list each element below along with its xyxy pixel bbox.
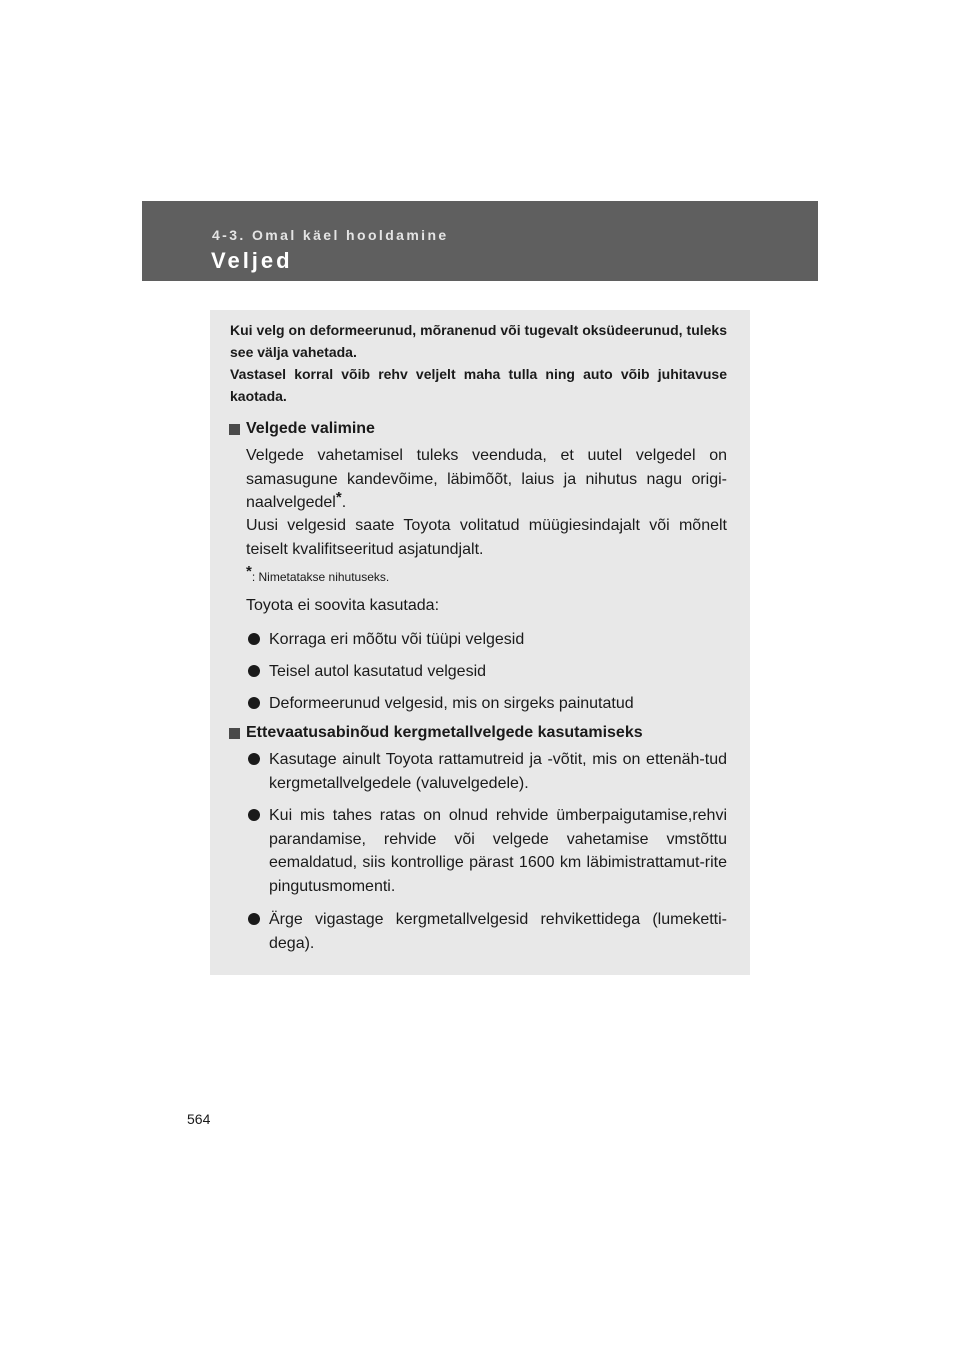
bullet-dot-icon [248, 665, 260, 677]
asterisk-mark: * [335, 489, 342, 506]
bullet-dot-icon [248, 697, 260, 709]
list-item [246, 804, 727, 898]
list-item-text: Deformeerunud velgesid, mis on sirgeks painutatud [269, 695, 634, 712]
footnote-asterisk: * [246, 563, 252, 580]
list-item [246, 628, 727, 652]
page-number: 564 [187, 1111, 211, 1127]
bullet-dot-icon [248, 633, 260, 645]
warning-text-2: Vastasel korral võib rehv veljelt maha tulla ning auto võib juhitavuse kaotada. [230, 366, 727, 404]
precautions-heading [228, 724, 643, 742]
section-header [142, 201, 818, 281]
list-item-text: Korraga eri mõõtu või tüüpi velgesid [269, 631, 525, 648]
section-label: 4-3. Omal käel hooldamine [212, 227, 449, 243]
list-item [246, 660, 727, 684]
square-bullet-icon [229, 728, 240, 739]
bullet-dot-icon [248, 913, 260, 925]
list-item [246, 908, 727, 955]
selection-heading-label: Velgede valimine [246, 420, 375, 437]
page-title: Veljed [211, 248, 293, 273]
selection-paragraph-1 [246, 444, 727, 515]
precautions-heading-label: Ettevaatusabinõud kergmetallvelgede kasutamiseks [246, 724, 643, 741]
selection-paragraph-2: Uusi velgesid saate Toyota volitatud müügiesindajalt või mõnelt teiselt kvalifitseeritud asjatundjalt. [246, 517, 727, 558]
footnote-text: : Nimetatakse nihutuseks. [251, 570, 390, 584]
warning-text-1: Kui velg on deformeerunud, mõranenud või tugevalt oksüdeerunud, tuleks see välja vahetada. [230, 322, 727, 360]
bullet-dot-icon [248, 809, 260, 821]
square-bullet-icon [229, 424, 240, 435]
list-item [246, 692, 727, 716]
caution-panel [210, 310, 750, 975]
selection-text-1: Velgede vahetamisel tuleks veenduda, et uutel velgedel on samasugune kandevõime, läbimõõt, laius ja nihutus nagu origi-naalvelgedel [246, 447, 727, 511]
list-item-text: Ärge vigastage kergmetallvelgesid rehvikettidega (lumeketti-dega). [269, 911, 727, 952]
not-recommended-intro: Toyota ei soovita kasutada: [246, 597, 440, 614]
list-item [246, 748, 727, 795]
bullet-dot-icon [248, 753, 260, 765]
selection-heading [228, 420, 375, 438]
list-item-text: Kasutage ainult Toyota rattamutreid ja -võtit, mis on ettenäh-tud kergmetallvelgedele (valuvelgedele). [269, 751, 727, 792]
footnote [246, 563, 390, 584]
list-item-text: Teisel autol kasutatud velgesid [269, 663, 487, 680]
selection-text-1-end: . [341, 494, 347, 511]
list-item-text: Kui mis tahes ratas on olnud rehvide ümberpaigutamise,rehvi parandamise, rehvide või velgede vahetamise vmstõttu eemaldatud, siis kontrollige pärast 1600 km läbimistrattamut-rite pingutusmomenti. [269, 807, 727, 895]
